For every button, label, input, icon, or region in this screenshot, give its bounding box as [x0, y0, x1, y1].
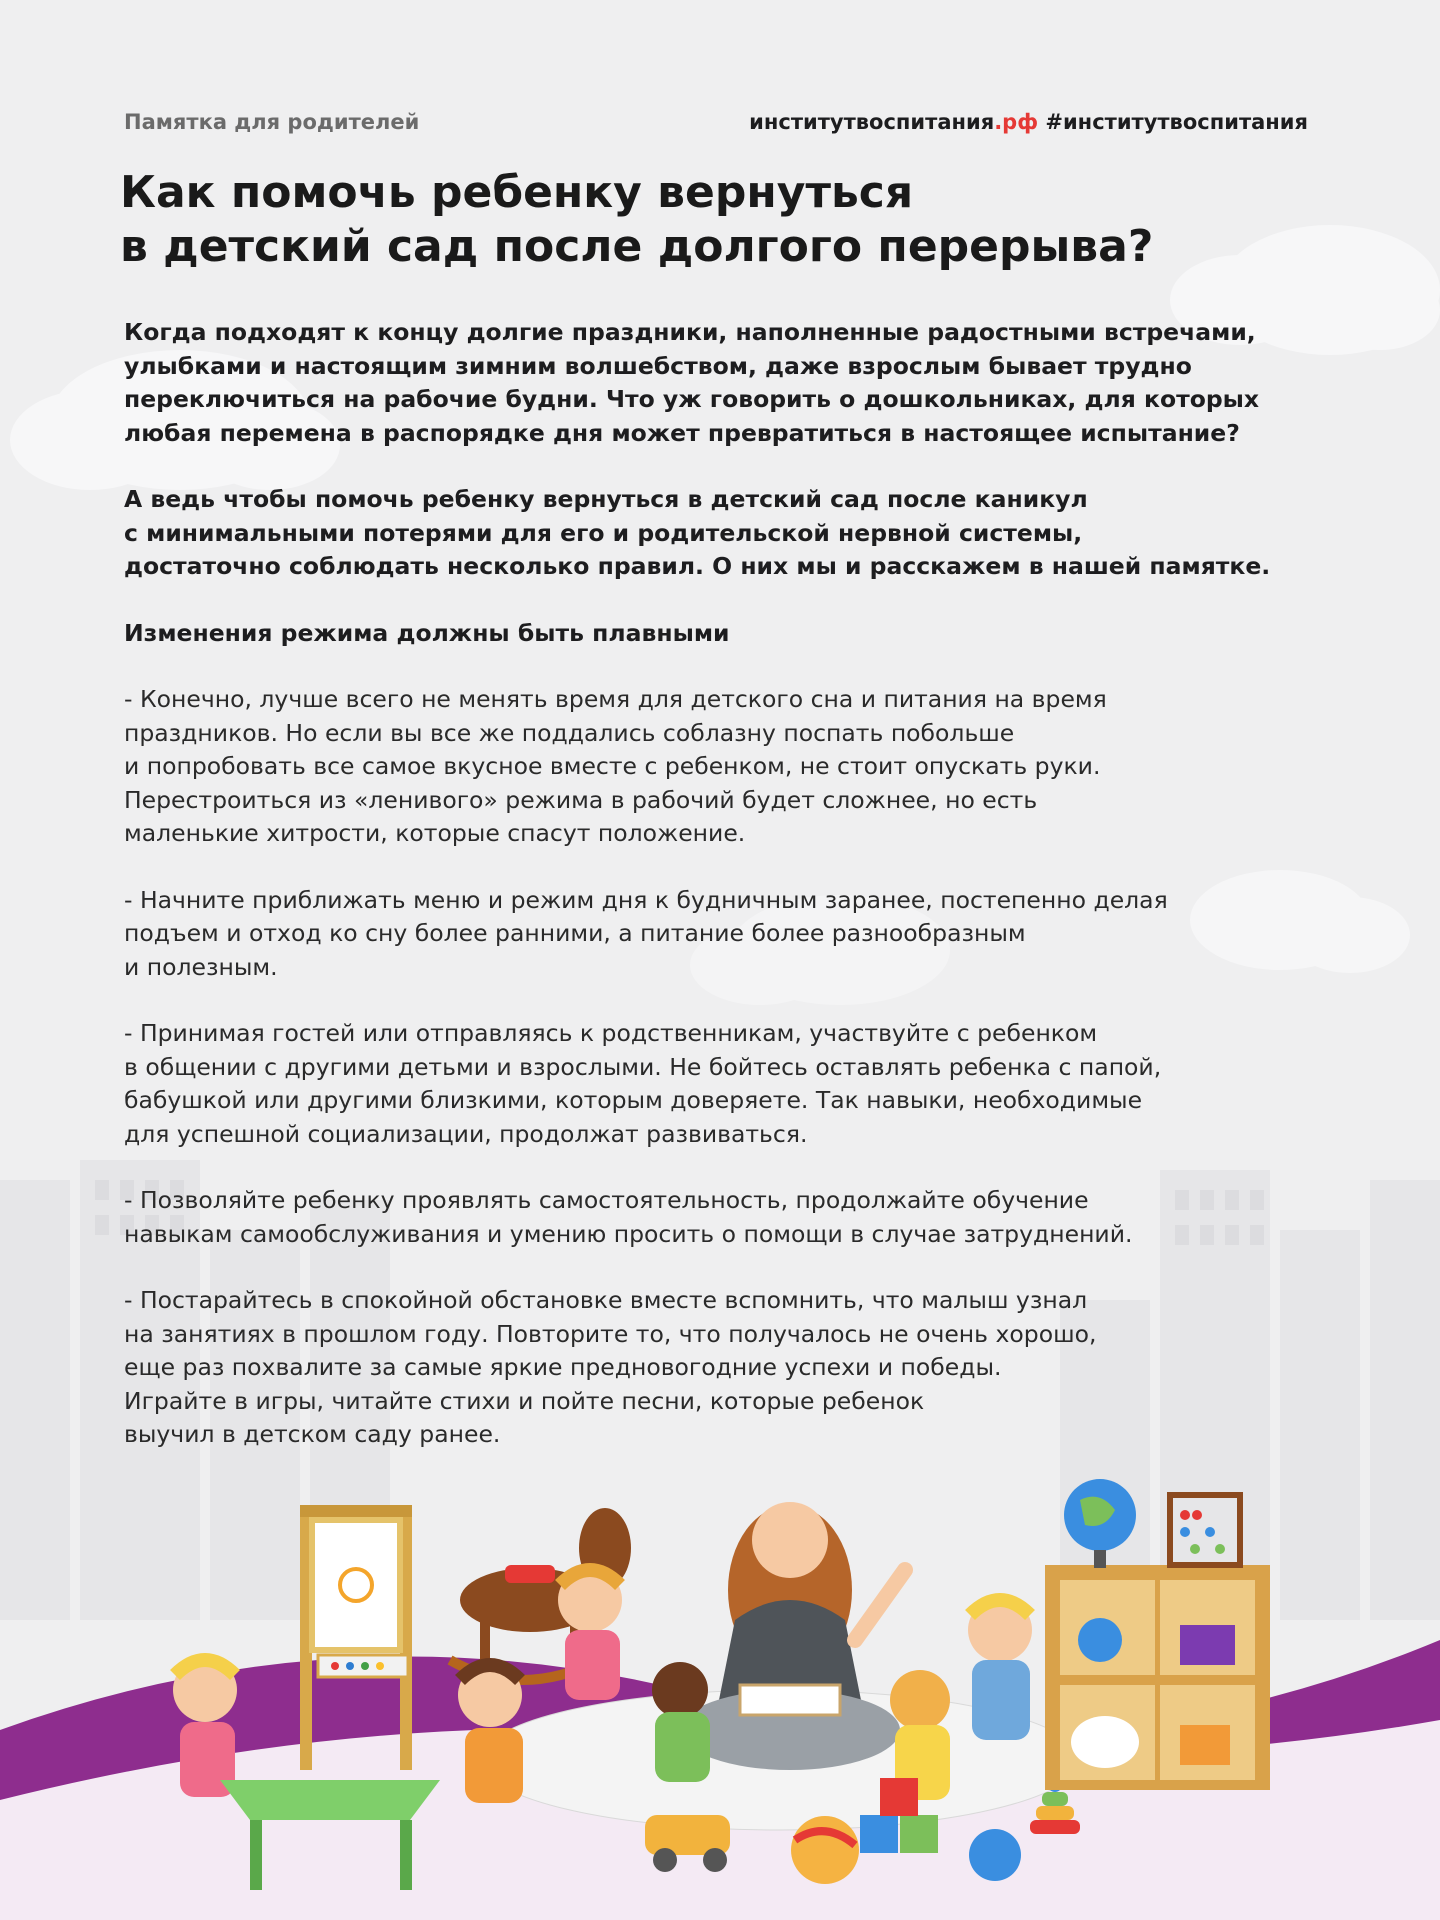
title-line-1: Как помочь ребенку вернуться	[120, 167, 914, 218]
text-line: достаточно соблюдать несколько правил. О них мы и расскажем в нашей памятке.	[124, 552, 1271, 580]
tip-paragraph	[124, 1017, 1324, 1151]
text-line: улыбками и настоящим зимним волшебством, даже взрослым бывает трудно	[124, 351, 1192, 380]
site-tld[interactable]: .рф	[994, 110, 1039, 134]
text-line: А ведь чтобы помочь ребенку вернуться в детский сад после каникул	[124, 485, 1088, 513]
text-line: на занятиях в прошлом году. Повторите то, что получалось не очень хорошо,	[124, 1319, 1097, 1348]
text-line: Перестроиться из «ленивого» режима в рабочий будет сложнее, но есть	[124, 785, 1038, 814]
header-site	[749, 110, 1308, 134]
intro-paragraph-1	[124, 316, 1324, 450]
title-line-2: в детский сад после долгого перерыва?	[120, 221, 1154, 272]
text-line: маленькие хитрости, которые спасут положение.	[124, 819, 746, 847]
text-line: выучил в детском саду ранее.	[124, 1420, 501, 1448]
text-line: подъем и отход ко сну более ранними, а питание более разнообразным	[124, 919, 1026, 947]
text-line: в общении с другими детьми и взрослыми. Не бойтесь оставлять ребенка с папой,	[124, 1052, 1162, 1081]
header-label: Памятка для родителей	[124, 110, 420, 134]
page-title	[120, 166, 1300, 274]
text-line: - Постарайтесь в спокойной обстановке вместе вспомнить, что малыш узнал	[124, 1286, 1088, 1314]
text-line: любая перемена в распорядке дня может превратиться в настоящее испытание?	[124, 418, 1240, 447]
text-line: с минимальными потерями для его и родительской нервной системы,	[124, 518, 1083, 547]
tip-paragraph	[124, 884, 1324, 985]
intro-paragraph-2	[124, 483, 1324, 584]
text-line: и попробовать все самое вкусное вместе с ребенком, не стоит опускать руки.	[124, 752, 1101, 780]
text-line: - Принимая гостей или отправляясь к родственникам, участвуйте с ребенком	[124, 1019, 1098, 1047]
text-line: Когда подходят к концу долгие праздники, наполненные радостными встречами,	[124, 318, 1256, 346]
text-line: переключиться на рабочие будни. Что уж говорить о дошкольниках, для которых	[124, 385, 1260, 413]
hashtag[interactable]: #институтвоспитания	[1045, 110, 1308, 134]
tip-paragraph	[124, 1184, 1324, 1251]
tip-paragraph	[124, 683, 1324, 851]
text-line: - Начните приближать меню и режим дня к будничным заранее, постепенно делая	[124, 885, 1168, 914]
text-line: Играйте в игры, читайте стихи и пойте песни, которые ребенок	[124, 1386, 925, 1415]
text-line: для успешной социализации, продолжат развиваться.	[124, 1119, 808, 1148]
article-body	[124, 316, 1324, 1485]
text-line: навыкам самообслуживания и умению просить о помощи в случае затруднений.	[124, 1219, 1133, 1248]
text-line: - Конечно, лучше всего не менять время для детского сна и питания на время	[124, 685, 1107, 713]
section-heading: Изменения режима должны быть плавными	[124, 618, 730, 647]
text-line: еще раз похвалите за самые яркие предновогодние успехи и победы.	[124, 1353, 1002, 1381]
site-name[interactable]: институтвоспитания	[749, 110, 995, 134]
text-line: - Позволяйте ребенку проявлять самостоятельность, продолжайте обучение	[124, 1186, 1089, 1214]
text-line: и полезным.	[124, 952, 278, 981]
text-line: праздников. Но если вы все же поддались соблазну поспать побольше	[124, 718, 1015, 747]
text-line: бабушкой или другими близкими, которым доверяете. Так навыки, необходимые	[124, 1086, 1143, 1114]
tip-paragraph	[124, 1284, 1324, 1452]
